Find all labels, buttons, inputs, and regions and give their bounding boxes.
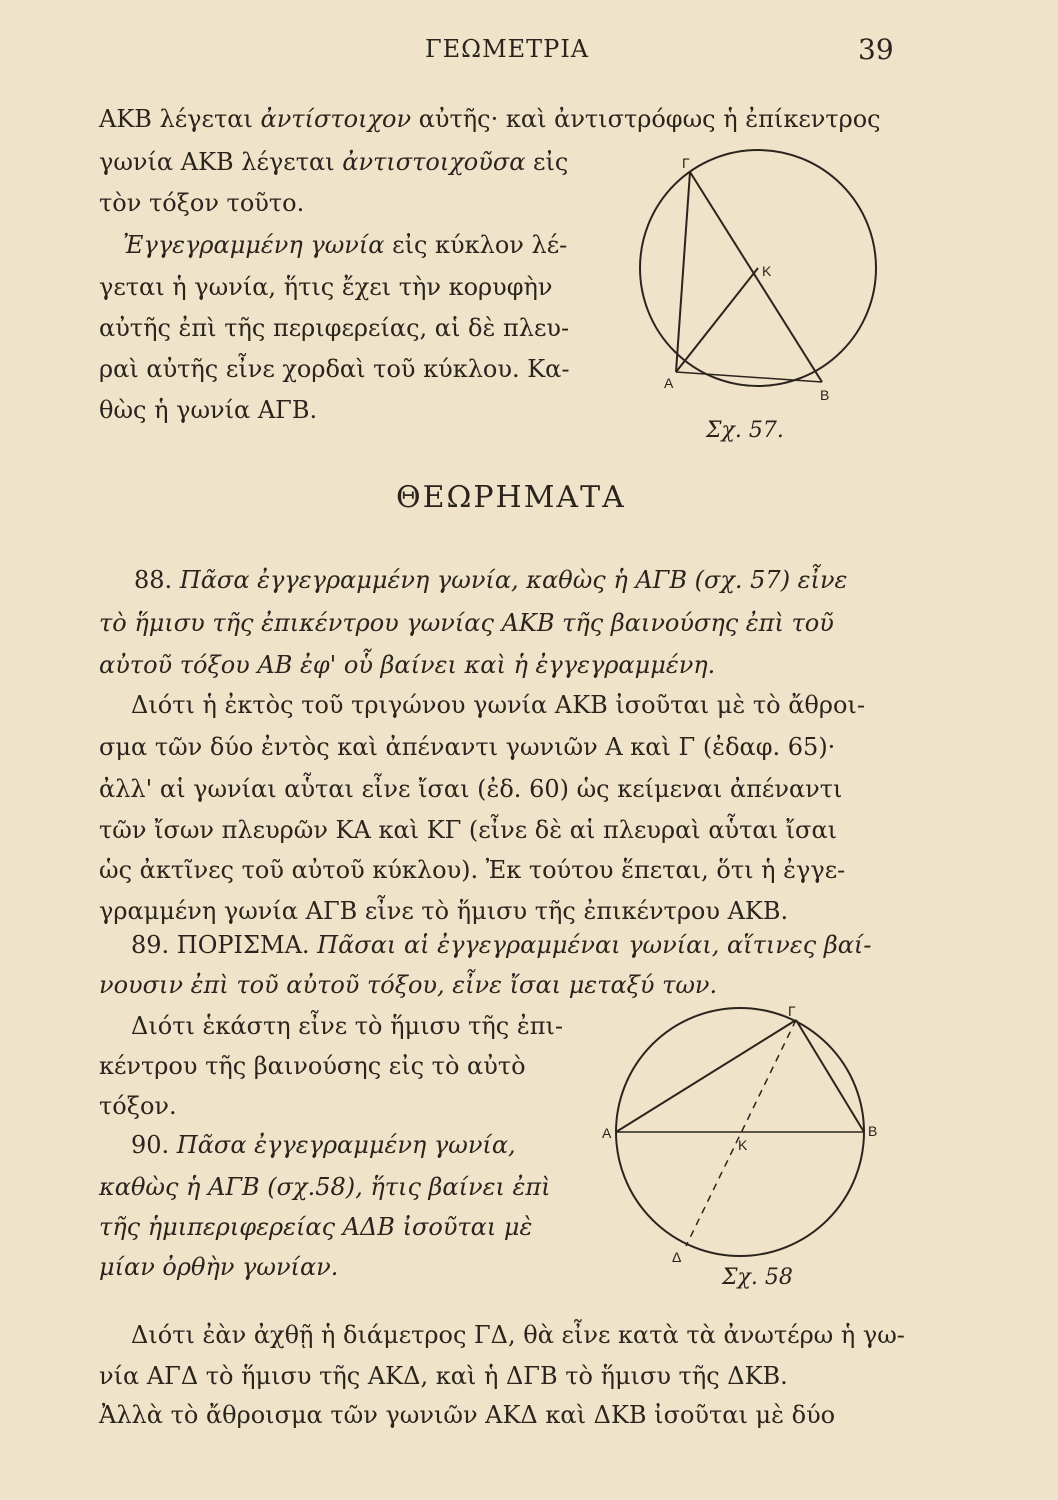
theorem-88-proof-5: ὡς ἀκτῖνες τοῦ αὐτοῦ κύκλου). Ἐκ τούτου ἕπεται, ὅτι ἡ ἐγγε- [99,856,846,884]
theorem-88-proof-1: Διότι ἡ ἐκτὸς τοῦ τριγώνου γωνία ΑΚΒ ἰσοῦται μὲ τὸ ἄθροι- [131,691,865,719]
theorem-90-line-2: καθὼς ἡ ΑΓΒ (σχ.58), ἥτις βαίνει ἐπὶ [99,1173,551,1201]
page-number: 39 [858,33,894,66]
fig58-label-kappa: Κ [738,1137,748,1153]
fig58-chord-ag [616,1020,796,1132]
porism-89-proof-3: τόξον. [99,1092,177,1120]
theorem-88-line-1: 88. Πᾶσα ἐγγεγραμμένη γωνία, καθὼς ἡ ΑΓΒ (σχ. 57) εἶνε [134,566,848,594]
fig58-label-beta: Β [868,1123,878,1139]
theorem-88-proof-6: γραμμένη γωνία ΑΓΒ εἶνε τὸ ἥμισυ τῆς ἐπικέντρου ΑΚΒ. [99,897,789,925]
intro-line-3: τὸν τόξον τοῦτο. [99,189,305,217]
theorem-90-line-4: μίαν ὀρθὴν γωνίαν. [99,1253,339,1281]
fig57-label-kappa: Κ [762,263,772,279]
intro-line-7: ραὶ αὐτῆς εἶνε χορδαὶ τοῦ κύκλου. Κα- [99,355,570,383]
intro-line-1: ΑΚΒ λέγεται ἀντίστοιχον αὐτῆς· καὶ ἀντιστρόφως ἡ ἐπίκεντρος [99,105,881,133]
theorem-88-proof-3: ἀλλ' αἱ γωνίαι αὗται εἶνε ἴσαι (ἐδ. 60) ὡς κείμεναι ἀπέναντι [99,775,843,803]
theorem-90-line-1: 90. Πᾶσα ἐγγεγραμμένη γωνία, [131,1131,516,1159]
intro-line-5: γεται ἡ γωνία, ἥτις ἔχει τὴν κορυφὴν [99,273,553,301]
porism-89-line-2: νουσιν ἐπὶ τοῦ αὐτοῦ τόξου, εἶνε ἴσαι μεταξύ των. [99,971,718,999]
fig58-label-alpha: Α [602,1125,612,1141]
porism-89-line-1: 89. ΠΟΡΙΣΜΑ. Πᾶσαι αἱ ἐγγεγραμμέναι γωνίαι, αἵτινες βαί- [131,931,872,959]
running-header: ΓΕΩΜΕΤΡΙΑ [425,35,590,63]
porism-89-proof-2: κέντρου τῆς βαινούσης εἰς τὸ αὐτὸ [99,1052,526,1080]
fig58-label-gamma: Γ [788,1003,796,1019]
theorem-88-proof-2: σμα τῶν δύο ἐντὸς καὶ ἀπέναντι γωνιῶν Α καὶ Γ (ἐδαφ. 65)· [99,733,836,761]
fig58-label-delta: Δ [672,1249,682,1265]
fig57-chord-ga [676,172,690,372]
figure-57 [630,140,900,420]
fig57-chord-gb [690,172,822,382]
intro-line-4: Ἐγγεγραμμένη γωνία εἰς κύκλον λέ- [123,231,568,259]
fig57-chord-ab [676,372,822,382]
figure-57-caption: Σχ. 57. [706,418,784,443]
intro-line-6: αὐτῆς ἐπὶ τῆς περιφερείας, αἱ δὲ πλευ- [99,314,570,342]
theorem-88-line-3: αὐτοῦ τόξου ΑΒ ἐφ' οὗ βαίνει καὶ ἡ ἐγγεγραμμένη. [99,651,716,679]
fig58-chord-gb [796,1020,864,1132]
porism-89-proof-1: Διότι ἑκάστη εἶνε τὸ ἥμισυ τῆς ἐπι- [131,1012,563,1040]
section-title: ΘΕΩΡΗΜΑΤΑ [396,480,626,515]
final-proof-line-3: Ἀλλὰ τὸ ἄθροισμα τῶν γωνιῶν ΑΚΔ καὶ ΔΚΒ ἰσοῦται μὲ δύο [99,1401,836,1429]
figure-58-caption: Σχ. 58 [722,1265,793,1290]
intro-line-8: θὼς ἡ γωνία ΑΓΒ. [99,396,318,424]
theorem-88-line-2: τὸ ἥμισυ τῆς ἐπικέντρου γωνίας ΑΚΒ τῆς βαινούσης ἐπὶ τοῦ [99,609,834,637]
fig57-label-beta: Β [820,387,830,403]
final-proof-line-2: νία ΑΓΔ τὸ ἥμισυ τῆς ΑΚΔ, καὶ ἡ ΔΓΒ τὸ ἥμισυ τῆς ΔΚΒ. [99,1362,788,1390]
fig57-radius-ka [676,268,758,372]
theorem-90-line-3: τῆς ἡμιπεριφερείας ΑΔΒ ἰσοῦται μὲ [99,1213,533,1241]
final-proof-line-1: Διότι ἐὰν ἀχθῇ ἡ διάμετρος ΓΔ, θὰ εἶνε κατὰ τὰ ἀνωτέρω ἡ γω- [131,1321,905,1349]
intro-line-2: γωνία ΑΚΒ λέγεται ἀντιστοιχοῦσα εἰς [99,148,569,176]
fig57-label-alpha: Α [664,375,674,391]
fig57-label-gamma: Γ [682,155,690,171]
theorem-88-proof-4: τῶν ἴσων πλευρῶν ΚΑ καὶ ΚΓ (εἶνε δὲ αἱ πλευραὶ αὗται ἴσαι [99,816,838,844]
figure-58 [590,1000,900,1270]
